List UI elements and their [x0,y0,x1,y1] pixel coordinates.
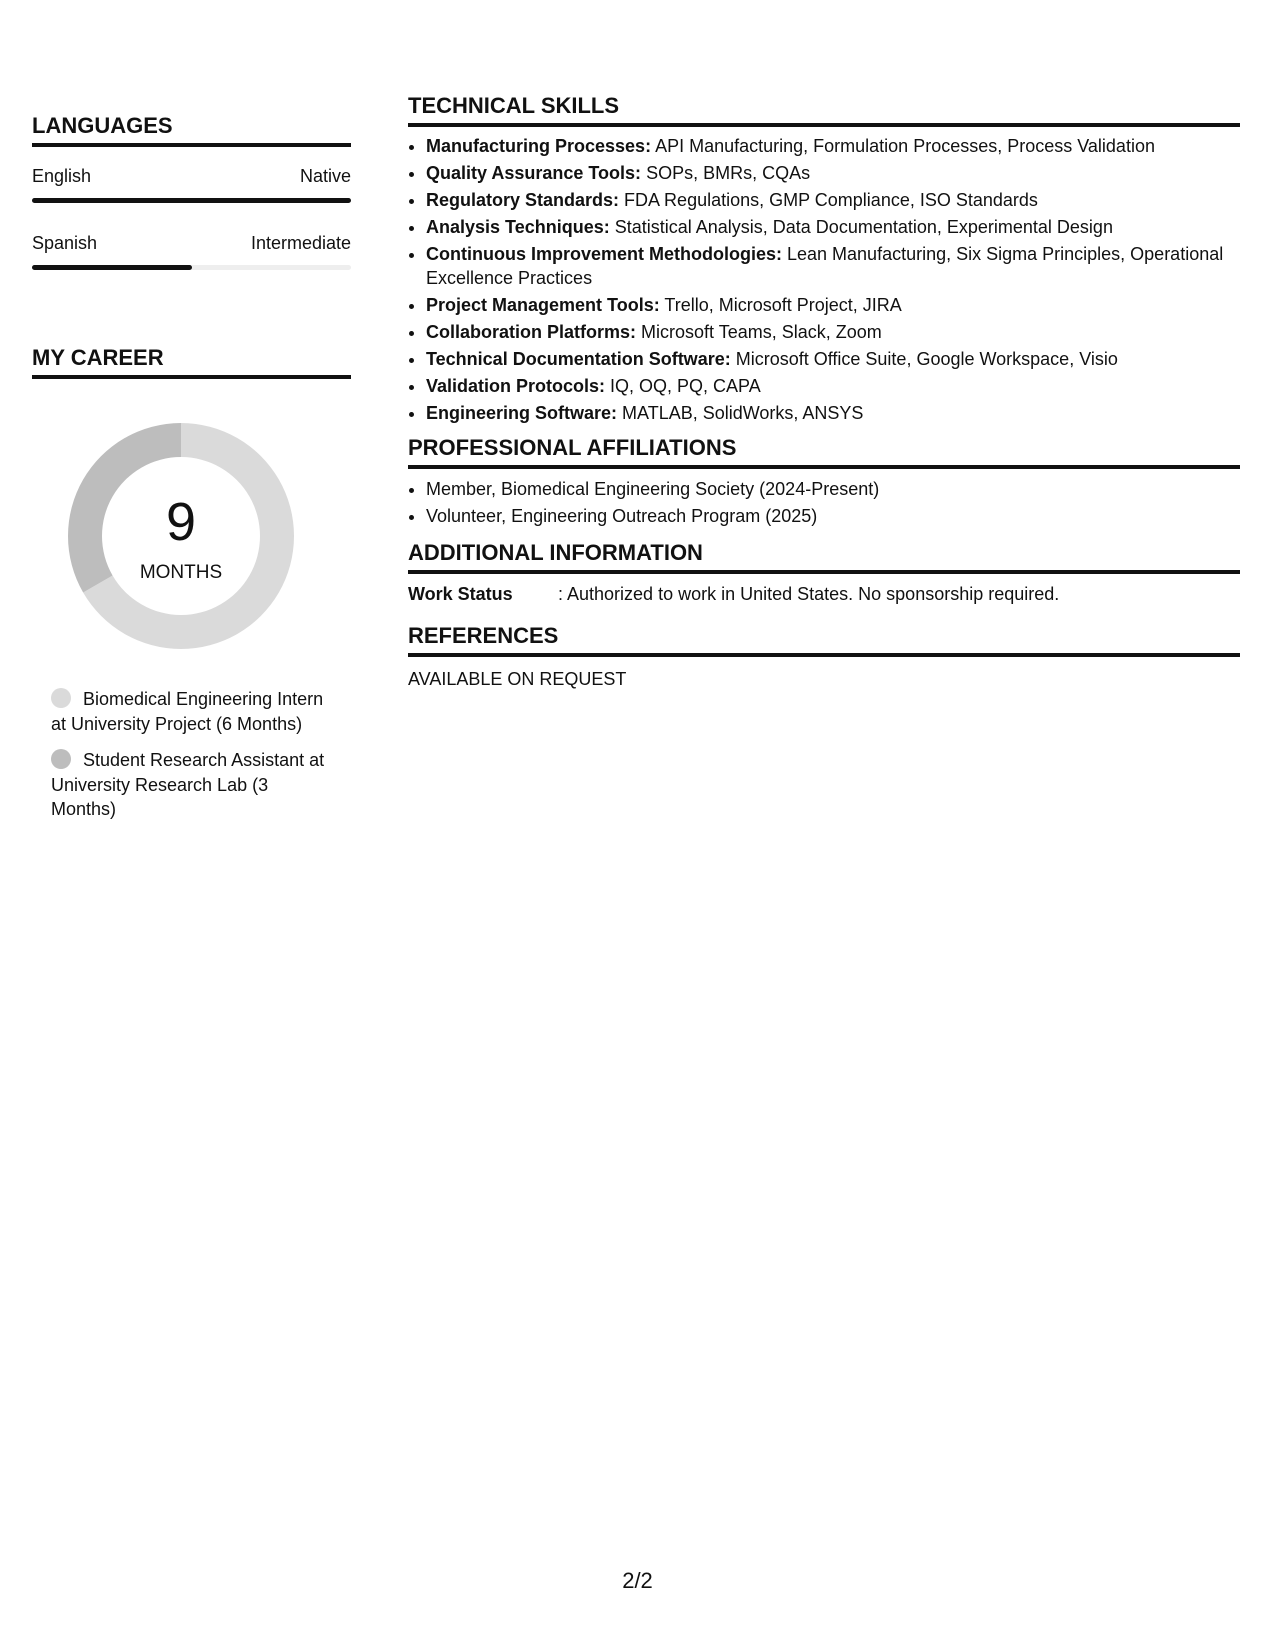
legend-dot-icon [51,688,71,708]
skill-label: Technical Documentation Software: [426,348,731,369]
skill-value: MATLAB, SolidWorks, ANSYS [617,402,864,423]
skill-label: Quality Assurance Tools: [426,162,642,183]
career-item-text: Biomedical Engineering Intern at University Project (6 Months) [51,689,324,734]
skill-value: Statistical Analysis, Data Documentation, Experimental Design [609,216,1113,237]
skill-value: API Manufacturing, Formulation Processes, Process Validation [651,136,1155,156]
work-status-row [408,582,1240,606]
technical-skills-list [408,134,1240,425]
technical-skills-title: TECHNICAL SKILLS [408,92,1240,127]
skill-label: Validation Protocols: [426,375,606,396]
language-proficiency-fill [32,198,351,203]
language-item-english [32,164,351,203]
left-column [32,112,351,834]
skill-value: Lean Manufacturing, Six Sigma Principles, Operational Excellence Practices [426,243,1224,289]
language-level: Intermediate [250,233,351,253]
skill-item [426,347,1240,372]
career-legend-item [51,687,331,736]
skill-item [426,161,1240,186]
career-legend-item [51,748,331,822]
skill-item [426,374,1240,399]
skill-value: Microsoft Office Suite, Google Workspace, Visio [730,348,1118,369]
skill-item [426,401,1240,426]
skill-value: Microsoft Teams, Slack, Zoom [636,321,882,342]
skill-value: Trello, Microsoft Project, JIRA [659,294,902,315]
language-proficiency-fill [32,265,192,270]
career-item-text: Student Research Assistant at University Research Lab (3 Months) [51,750,325,819]
work-status-value: : Authorized to work in United States. No sponsorship required. [558,584,1060,605]
skill-label: Project Management Tools: [426,294,660,315]
skill-label: Manufacturing Processes: [426,136,652,156]
skill-value: FDA Regulations, GMP Compliance, ISO Standards [619,189,1038,210]
references-title: REFERENCES [408,622,1240,657]
career-total-number: 9 [165,492,197,552]
skill-item [426,242,1240,291]
skill-item [426,134,1240,159]
career-donut-chart [66,421,296,651]
skill-item [426,293,1240,318]
skill-value: SOPs, BMRs, CQAs [641,162,811,183]
skill-item [426,320,1240,345]
right-column [408,92,1240,691]
skill-label: Regulatory Standards: [426,189,620,210]
career-title: MY CAREER [32,344,351,379]
skill-item [426,188,1240,213]
language-name: English [32,166,92,186]
skill-label: Collaboration Platforms: [426,321,637,342]
affiliation-item: • Volunteer, Engineering Outreach Program (2025) [426,503,1240,530]
page-number: 2/2 [622,1568,653,1593]
language-proficiency-bar [32,265,351,270]
language-item-spanish [32,231,351,270]
affiliations-title: PROFESSIONAL AFFILIATIONS [408,434,1240,469]
language-proficiency-bar [32,198,351,203]
additional-info-title: ADDITIONAL INFORMATION [408,539,1240,574]
work-status-label: Work Status [408,584,513,605]
language-level: Native [299,166,351,186]
skill-label: Engineering Software: [426,402,618,423]
languages-title: LANGUAGES [32,112,351,147]
skill-label: Analysis Techniques: [426,216,610,237]
skill-item [426,215,1240,240]
career-total-unit: MONTHS [139,562,223,583]
language-name: Spanish [32,233,98,253]
legend-dot-icon [51,749,71,769]
affiliations-list [408,476,1240,530]
affiliation-item: • Member, Biomedical Engineering Society (2024-Present) [426,476,1240,503]
references-text: AVAILABLE ON REQUEST [408,669,627,690]
skill-label: Continuous Improvement Methodologies: [426,243,782,264]
skill-value: IQ, OQ, PQ, CAPA [605,375,761,396]
career-legend [51,687,331,822]
